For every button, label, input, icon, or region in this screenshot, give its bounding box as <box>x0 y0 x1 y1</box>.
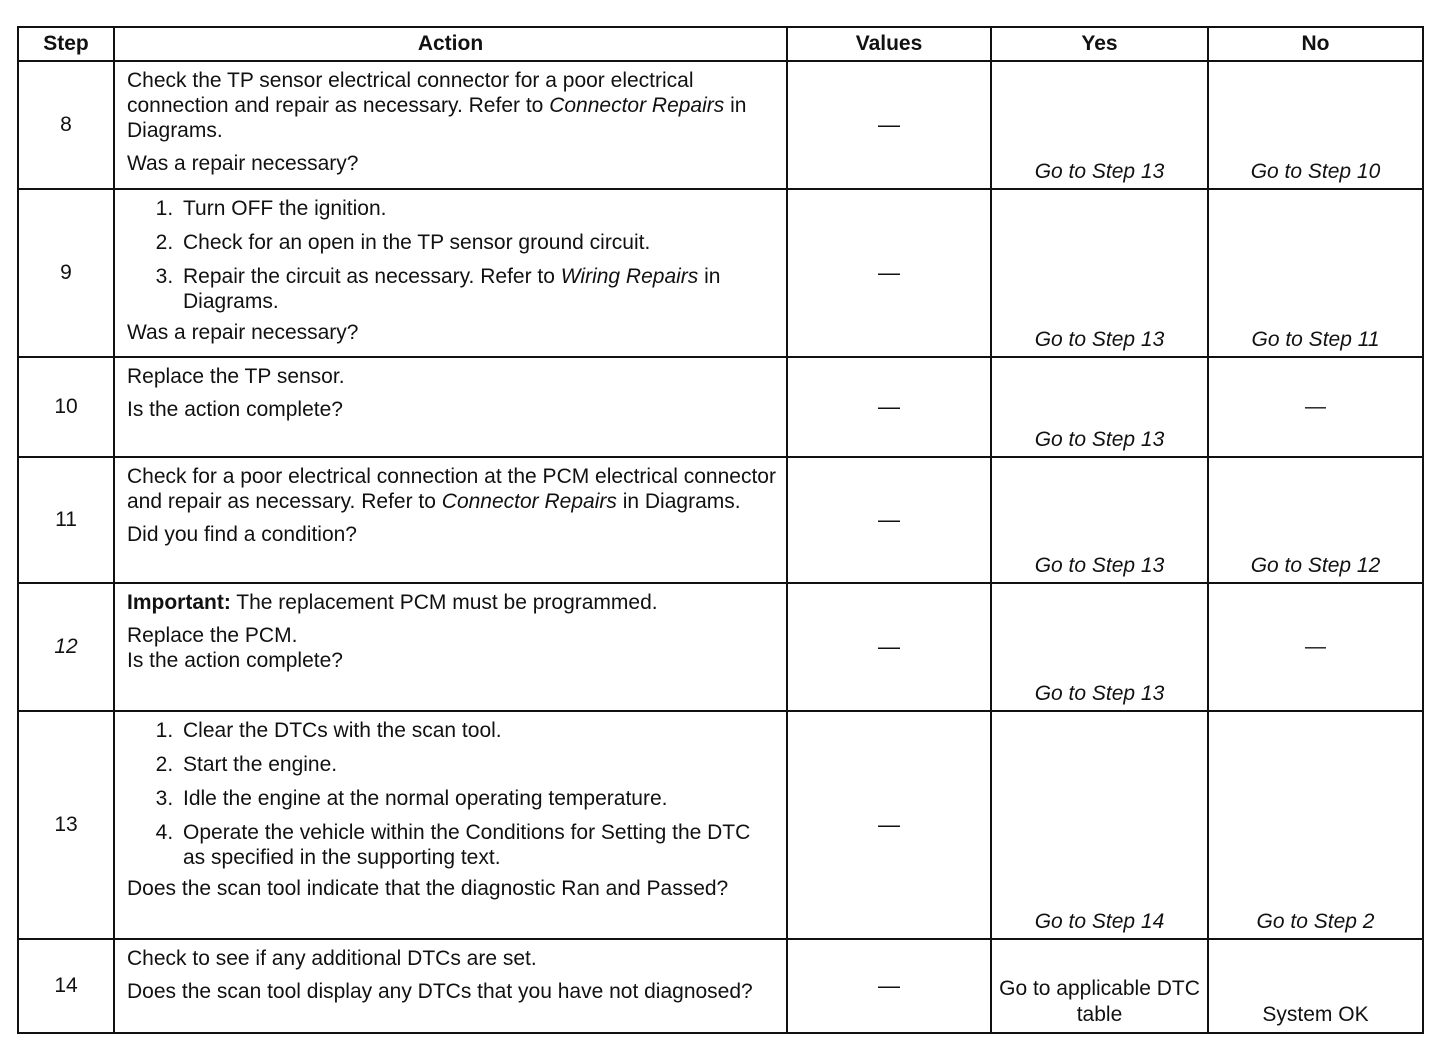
action-steps-list <box>127 718 776 870</box>
yes-cell <box>991 189 1208 357</box>
list-item: 3. Idle the engine at the normal operating temperature. <box>179 786 776 811</box>
values-cell: — <box>787 583 991 711</box>
yes-cell <box>991 939 1208 1033</box>
yes-cell <box>991 583 1208 711</box>
yes-cell <box>991 711 1208 939</box>
important-label: Important: <box>127 591 231 614</box>
table-row <box>18 711 1423 939</box>
no-cell <box>1208 583 1423 711</box>
important-note: Important: The replacement PCM must be programmed. <box>127 591 658 614</box>
yes-cell <box>991 357 1208 457</box>
step-number: 8 <box>18 61 114 189</box>
table-row <box>18 457 1423 583</box>
diagnostic-table <box>17 26 1424 1034</box>
action-cell <box>114 457 787 583</box>
action-steps-list <box>127 196 776 314</box>
no-result: — <box>1305 395 1326 418</box>
values-cell: — <box>787 711 991 939</box>
no-result: Go to Step 2 <box>1256 910 1375 933</box>
list-item: 2. Start the engine. <box>179 752 776 777</box>
reference-link: Connector Repairs <box>549 94 725 117</box>
no-result: Go to Step 11 <box>1251 328 1380 351</box>
action-text: Replace the TP sensor. <box>127 365 345 388</box>
table-row <box>18 189 1423 357</box>
no-result: System OK <box>1262 1003 1369 1026</box>
header-step: Step <box>18 27 114 61</box>
header-values: Values <box>787 27 991 61</box>
list-item: 3. Repair the circuit as necessary. Refer to Wiring Repairs in Diagrams. <box>179 264 776 314</box>
action-cell <box>114 189 787 357</box>
header-yes: Yes <box>991 27 1208 61</box>
no-result: Go to Step 12 <box>1250 554 1381 577</box>
step-number: 10 <box>18 357 114 457</box>
values-cell: — <box>787 457 991 583</box>
step-number: 11 <box>18 457 114 583</box>
header-row <box>18 27 1423 61</box>
list-item: 1. Clear the DTCs with the scan tool. <box>179 718 776 743</box>
action-text: Check the TP sensor electrical connector for a poor electrical connection and repair as necessary. Refer to Connector Repairs in Diagrams. <box>127 69 747 142</box>
action-text: Check to see if any additional DTCs are set. <box>127 947 537 970</box>
action-cell <box>114 61 787 189</box>
action-text: Replace the PCM. <box>127 624 298 647</box>
action-cell <box>114 357 787 457</box>
no-cell <box>1208 189 1423 357</box>
list-item: 4. Operate the vehicle within the Conditions for Setting the DTC as specified in the supporting text. <box>179 820 776 870</box>
reference-link: Connector Repairs <box>441 490 617 513</box>
yes-result: Go to applicable DTC table <box>999 977 1200 1026</box>
step-number: 12 <box>18 583 114 711</box>
action-question: Was a repair necessary? <box>127 321 359 344</box>
action-cell <box>114 939 787 1033</box>
no-cell <box>1208 61 1423 189</box>
yes-result: Go to Step 13 <box>1034 554 1165 577</box>
no-cell <box>1208 939 1423 1033</box>
no-result: Go to Step 10 <box>1250 160 1381 183</box>
yes-cell <box>991 61 1208 189</box>
no-cell <box>1208 711 1423 939</box>
table-row <box>18 939 1423 1033</box>
action-question: Does the scan tool display any DTCs that you have not diagnosed? <box>127 980 753 1003</box>
action-cell <box>114 711 787 939</box>
yes-result: Go to Step 13 <box>1034 160 1165 183</box>
yes-result: Go to Step 14 <box>1034 910 1165 933</box>
table-row <box>18 357 1423 457</box>
yes-result: Go to Step 13 <box>1034 328 1165 351</box>
step-number: 13 <box>18 711 114 939</box>
yes-cell <box>991 457 1208 583</box>
header-action: Action <box>114 27 787 61</box>
action-question: Was a repair necessary? <box>127 152 359 175</box>
action-question: Did you find a condition? <box>127 523 357 546</box>
action-question: Does the scan tool indicate that the diagnostic Ran and Passed? <box>127 877 729 900</box>
values-cell: — <box>787 939 991 1033</box>
table-row <box>18 61 1423 189</box>
values-cell: — <box>787 357 991 457</box>
action-question: Is the action complete? <box>127 649 343 672</box>
reference-link: Wiring Repairs <box>560 265 699 288</box>
action-cell <box>114 583 787 711</box>
list-item: 2. Check for an open in the TP sensor ground circuit. <box>179 230 776 255</box>
action-question: Is the action complete? <box>127 398 343 421</box>
values-cell: — <box>787 61 991 189</box>
yes-result: Go to Step 13 <box>1034 428 1165 451</box>
step-number: 9 <box>18 189 114 357</box>
action-text: Check for a poor electrical connection at the PCM electrical connector and repair as necessary. Refer to Connector Repairs in Diagrams. <box>127 465 776 513</box>
no-result: — <box>1305 635 1326 658</box>
step-number: 14 <box>18 939 114 1033</box>
no-cell <box>1208 457 1423 583</box>
no-cell <box>1208 357 1423 457</box>
yes-result: Go to Step 13 <box>1034 682 1165 705</box>
header-no: No <box>1208 27 1423 61</box>
list-item: 1. Turn OFF the ignition. <box>179 196 776 221</box>
table-row <box>18 583 1423 711</box>
values-cell: — <box>787 189 991 357</box>
